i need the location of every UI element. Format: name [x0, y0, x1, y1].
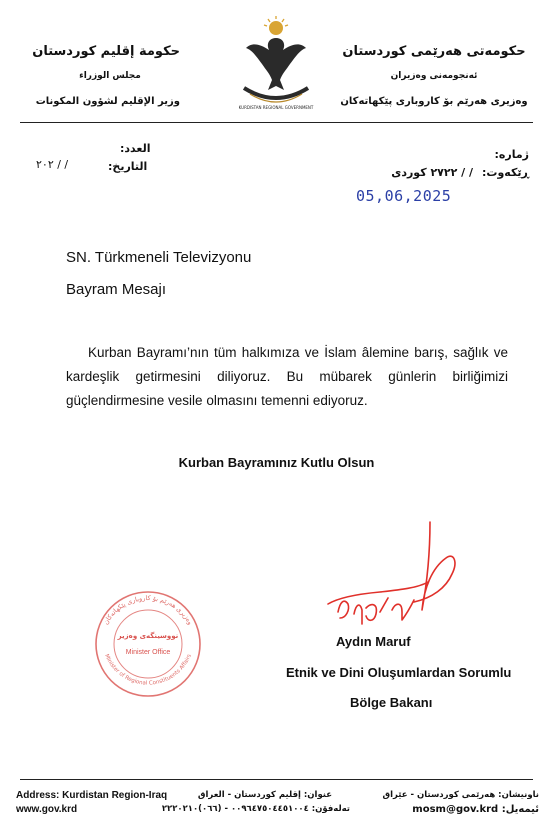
header-right-title: حکومەتی هەرێمی کوردستان [342, 44, 526, 59]
logo-caption: KURDISTAN REGIONAL GOVERNMENT [238, 105, 314, 110]
krg-logo [236, 14, 316, 112]
eagle-icon [246, 38, 306, 90]
footer-address-ku: ناونیشان: هەرێمی کوردستان - عێراق [382, 790, 539, 800]
left-number-label: العدد: [120, 142, 151, 155]
signatory-title: Etnik ve Dini Oluşumlardan Sorumlu [286, 665, 512, 680]
signatory-name: Aydın Maruf [336, 634, 411, 649]
footer-email[interactable]: ئیمەیل: mosm@gov.krd [412, 804, 539, 815]
footer-website[interactable]: www.gov.krd [16, 804, 78, 815]
handwritten-date: 05,06,2025 [356, 187, 452, 205]
header-right-subtitle: ئەنجومەنی وەزیران [390, 71, 478, 81]
handwritten-signature [318, 518, 478, 638]
left-date-value: / / ٢٠٢ [36, 158, 69, 171]
message-paragraph: Kurban Bayramı’nın tüm halkımıza ve İslam âlemine barış, sağlık ve kardeşlik getirmesini diliyoruz. Bu mübarek günlerin birliğimizi güçlendirmesine vesile olmasını temenni ediyoruz. [66, 345, 508, 408]
closing-greeting: Kurban Bayramınız Kutlu Olsun [178, 455, 375, 470]
header-left-office: وزير الإقليم لشؤون المكونات [35, 96, 180, 107]
right-date-label: ڕێکەوت: [482, 166, 529, 179]
signatory-role: Bölge Bakanı [350, 695, 433, 710]
official-stamp [88, 586, 208, 698]
footer-phone: تەلەفۆن: ٠٠٩٦٤٧٥٠٤٤٥١٠٠٤ - (٠٦٦)٢٢٢٠٢١٠ [161, 804, 350, 814]
right-date-value: / / ٢٧٢٢ کوردی [391, 166, 473, 179]
stamp-english-text: Minister Office [125, 649, 171, 656]
left-date-label: التاريخ: [108, 160, 148, 173]
addressee: SN. Türkmeneli Televizyonu [66, 249, 252, 266]
sun-emblem-icon [264, 16, 288, 35]
footer-address-ar: عنوان: إقليم كوردستان - العراق [197, 790, 333, 800]
header-left-title: حكومة إقليم كوردستان [32, 44, 180, 59]
stamp-top-arc: وەزیری هەرێم بۆ کاروباری پێکهاتەکان [101, 593, 195, 627]
footer-divider [20, 779, 533, 780]
svg-text:Minister of Regional Constitue [103, 653, 193, 686]
subject-line: Bayram Mesajı [66, 281, 167, 298]
header-right-office: وەزیری هەرێم بۆ کاروباری پێکهاتەکان [340, 96, 528, 107]
header-divider [20, 122, 533, 123]
stamp-center-text: نووسینگەی وەزیر [117, 632, 179, 640]
stamp-bottom-arc: Minister of Regional Constituents Affairs [103, 653, 193, 687]
header-left-subtitle: مجلس الوزراء [79, 71, 141, 81]
footer-address-en: Address: Kurdistan Region-Iraq [16, 790, 168, 801]
right-number-label: ژمارە: [494, 148, 529, 161]
